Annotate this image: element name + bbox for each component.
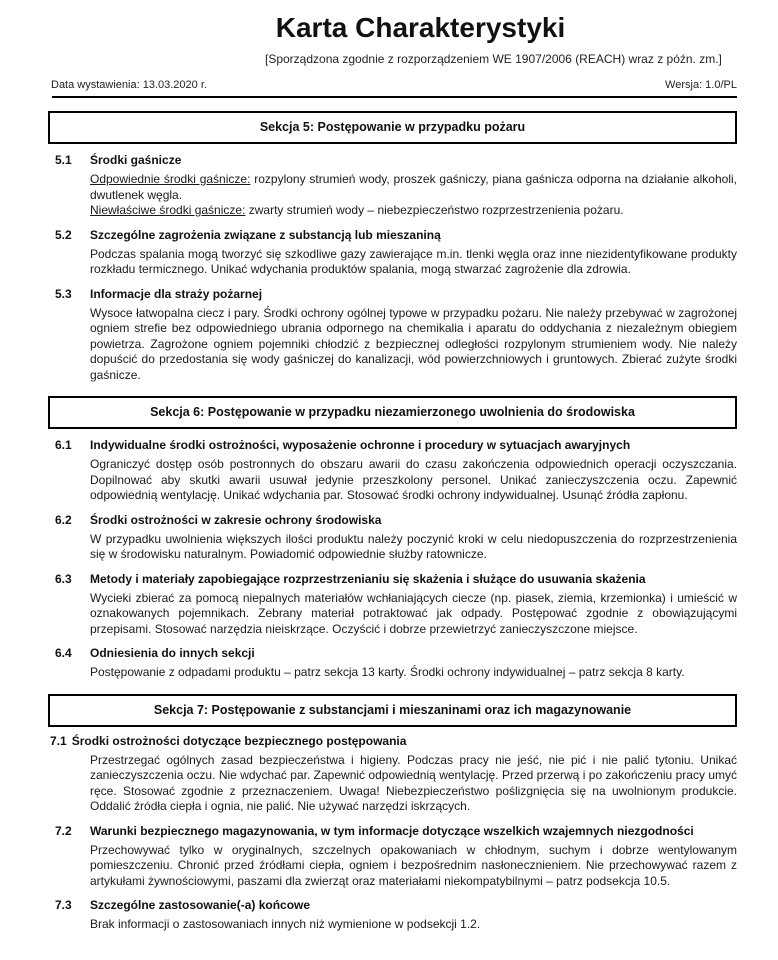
subsection-6-2	[48, 513, 737, 563]
underlined-lead: Odpowiednie środki gaśnicze:	[90, 172, 251, 186]
subsection-7-2	[48, 824, 737, 890]
subsection-heading-row	[48, 438, 737, 453]
subsection-6-1	[48, 438, 737, 504]
section-6-header: Sekcja 6: Postępowanie w przypadku niezamierzonego uwolnienia do środowiska	[48, 396, 737, 429]
paragraph: Postępowanie z odpadami produktu – patrz sekcja 13 karty. Środki ochrony indywidualnej – patrz sekcja 8 karty.	[90, 665, 685, 679]
paragraph: Podczas spalania mogą tworzyć się szkodliwe gazy zawierające m.in. tlenki węgla oraz inne niezidentyfikowane produkty rozkładu termicznego. Unikać wdychania produktów spalania, mogą stwarzać zagrożenie dla zdrowia.	[90, 246, 737, 276]
subsection-heading: Warunki bezpiecznego magazynowania, w tym informacje dotyczące wszelkich wzajemnych niezgodności	[90, 823, 694, 838]
subsection-heading-row	[48, 572, 737, 587]
subsection-number: 6.3	[55, 571, 72, 586]
subsection-heading-row	[48, 734, 737, 749]
subsection-heading: Szczególne zastosowanie(-a) końcowe	[90, 898, 311, 912]
subsection-number: 7.2	[55, 823, 72, 838]
subsection-number: 5.1	[55, 153, 72, 167]
paragraph-text: rozpylony strumień wody, proszek gaśniczy, piana gaśnicza odporna na działanie alkoholi, dwutlenek węgla.	[90, 172, 737, 202]
section-7-header: Sekcja 7: Postępowanie z substancjami i mieszaninami oraz ich magazynowanie	[48, 694, 737, 727]
subsection-heading: Indywidualne środki ostrożności, wyposażenie ochronne i procedury w sytuacjach awaryjnych	[90, 438, 631, 452]
subsection-number: 5.3	[55, 286, 72, 301]
subsection-number: 7.3	[55, 898, 72, 912]
subsection-heading: Środki ostrożności w zakresie ochrony środowiska	[90, 512, 382, 527]
subsection-heading-row	[48, 287, 737, 302]
subsection-5-2	[48, 228, 737, 278]
subsection-number: 6.1	[55, 438, 72, 452]
subsection-heading-row	[48, 824, 737, 839]
subsection-7-1	[48, 734, 737, 815]
subsection-number: 7.1	[50, 733, 67, 748]
paragraph: Przestrzegać ogólnych zasad bezpieczeństwa i higieny. Podczas pracy nie jeść, nie pić i nie palić tytoniu. Unikać zanieczyszczenia oczu. Nie wdychać par. Zapewnić odpowiednią wentylację. Przed przerwą i po zakończeniu pracy umyć ręce. Stosować zgodnie z przeznaczeniem. Uwaga! Niebezpieczeństwo poślizgnięcia się na uwolnionym produkcie. Oddalić źródła ciepła i ognia, nie palić. Nie używać narzędzi iskrzących.	[90, 752, 737, 813]
paragraph	[90, 203, 737, 219]
subsection-5-1	[48, 153, 737, 219]
paragraph: Wycieki zbierać za pomocą niepalnych materiałów wchłaniających ciecze (np. piasek, ziemia, krzemionka) i umieścić w oznakowanych pojemnikach. Zebrany materiał potraktować jak odpady. Postępować zgodnie z obowiązującymi przepisami. Stosować narzędzia nieiskrzące. Oczyścić i dobrze przewietrzyć zanieczyszczone miejsce.	[90, 590, 737, 636]
subsection-heading: Szczególne zagrożenia związane z substancją lub mieszaniną	[90, 227, 441, 242]
subsection-6-4	[48, 646, 737, 681]
paragraph: Przechowywać tylko w oryginalnych, szczelnych opakowaniach w chłodnym, suchym i dobrze wentylowanym pomieszczeniu. Chronić przed źródłami ciepła, ogniem i bezpośrednim nasłonecznieniem. Nie przechowywać razem z artykułami żywnościowymi, paszami dla zwierząt oraz materiałami niekompatybilnymi – patrz podsekcja 10.5.	[90, 842, 737, 888]
issue-date: Data wystawienia: 13.03.2020 r.	[51, 79, 207, 91]
underlined-lead: Niewłaściwe środki gaśnicze:	[90, 203, 246, 217]
subsection-6-3	[48, 572, 737, 638]
section-5-header: Sekcja 5: Postępowanie w przypadku pożaru	[48, 111, 737, 144]
paragraph-text: zwarty strumień wody – niebezpieczeństwo rozprzestrzenienia pożaru.	[248, 203, 624, 217]
subsection-heading: Odniesienia do innych sekcji	[90, 646, 255, 660]
paragraph: Ograniczyć dostęp osób postronnych do obszaru awarii do czasu zakończenia odpowiednich operacji oczyszczania. Dopilnować aby skutki awarii usuwał jedynie przeszkolony personel. Unikać zanieczyszczenia oczu. Zapewnić odpowiednią wentylację. Unikać wdychania par. Stosować środki ochrony indywidualnej. Usunąć źródła zapłonu.	[90, 457, 737, 502]
paragraph	[90, 172, 737, 203]
subsection-heading: Środki gaśnicze	[90, 153, 182, 167]
version-label: Wersja: 1.0/PL	[665, 79, 737, 91]
subsection-7-3	[48, 898, 737, 933]
subsection-5-3	[48, 287, 737, 384]
subsection-heading-row	[48, 513, 737, 528]
subsection-heading-row	[48, 898, 737, 913]
paragraph: Brak informacji o zastosowaniach innych niż wymienione w podsekcji 1.2.	[90, 917, 481, 931]
document-subtitle: [Sporządzona zgodnie z rozporządzeniem WE 1907/2006 (REACH) wraz z późn. zm.]	[265, 52, 722, 66]
paragraph: W przypadku uwolnienia większych ilości produktu należy poczynić kroki w celu niedopuszczenia do rozprzestrzenienia się w środowisku naturalnym. Powiadomić odpowiednie służby ratownicze.	[90, 531, 737, 561]
document-title: Karta Charakterystyki	[275, 12, 566, 43]
subsection-heading: Środki ostrożności dotyczące bezpiecznego postępowania	[71, 733, 407, 748]
paragraph: Wysoce łatwopalna ciecz i pary. Środki ochrony ogólnej typowe w przypadku pożaru. Nie należy przebywać w zagrożonej ogniem strefie bez odpowiedniego ubrania odpornego na chemikalia i aparatu do oddychania z niezależnym obiegiem powietrza. Zagrożone ogniem pojemniki chłodzić z bezpiecznej odległości rozpylonym strumieniem wody. Nie należy dopuścić do przedostania się wody gaśniczej do kanalizacji, wód powierzchniowych i gruntowych. Zbierać zużyte środki gaśnicze.	[90, 305, 737, 382]
subsection-number: 5.2	[55, 227, 72, 242]
subsection-number: 6.4	[55, 646, 72, 660]
subsection-heading-row	[48, 228, 737, 243]
subsection-heading-row	[48, 153, 737, 168]
document-meta-row	[48, 79, 737, 91]
subsection-number: 6.2	[55, 512, 72, 527]
subsection-heading: Metody i materiały zapobiegające rozprzestrzenianiu się skażenia i służące do usuwania skażenia	[90, 571, 646, 586]
header-divider	[52, 96, 737, 98]
subsection-heading: Informacje dla straży pożarnej	[90, 286, 263, 301]
subsection-heading-row	[48, 646, 737, 661]
